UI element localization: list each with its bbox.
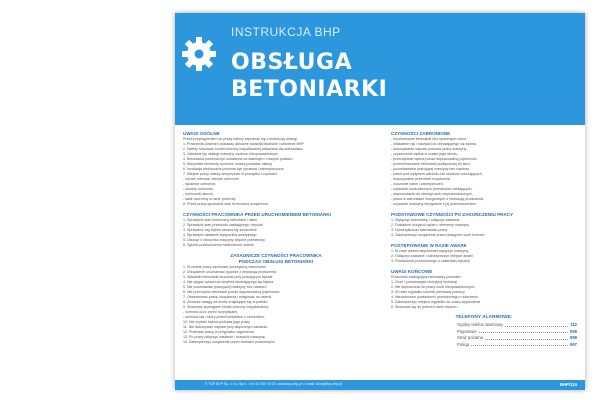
list-item: 3. Składniki mieszanki dozować przy pracującym bębnie xyxy=(183,275,273,279)
list-item: - dokonywanie napraw podczas pracy maszyny, xyxy=(391,147,468,151)
phone-number: 999 xyxy=(570,328,577,334)
list-item: 5. Wszystkie elementy ruchome muszą posiadać osłony xyxy=(183,162,273,166)
list-item: - wkładanie rąk i narzędzi do obracającego się bębna, xyxy=(391,142,477,146)
right-column xyxy=(391,131,577,348)
list-item: - przemieszczanie betoniarki podłączonej do sieci, xyxy=(391,162,471,166)
list-item: 6. Stosować się do poleceń osób nadzoru xyxy=(391,305,458,309)
footer-text: © TOP BHP Sp. z o.o. Sp.k. • tel. 61 000 00 00 • www.top-bhp.pl • e-mail: sklep@top-bhp.pl xyxy=(205,382,343,386)
item-list xyxy=(391,137,577,207)
list-item: 8. Zwracać uwagę na osoby znajdujące się w pobliżu xyxy=(183,300,268,304)
list-item: 11. Nie dokonywać napraw przy włączonym zasilaniu xyxy=(183,325,268,329)
phones-title: TELEFONY ALARMOWE: xyxy=(455,315,513,320)
phone-number: 998 xyxy=(570,335,577,340)
document-subtitle: INSTRUKCJA BHP xyxy=(231,25,341,39)
section-title: UWAGI KOŃCOWE xyxy=(391,269,433,274)
list-item: 5. Usunąć z otoczenia maszyny zbędne przedmioty xyxy=(183,238,265,242)
list-item: - ochrona rąk i skóry przed kontaktem z cementem, xyxy=(183,315,265,319)
list-item: - pozostawianie pracującej maszyny bez nadzoru, xyxy=(391,167,471,171)
list-item: - kask ochronny w razie potrzeby xyxy=(183,197,236,201)
list-item: 2. Sprawdzić stan przewodu zasilającego i wtyczki xyxy=(183,223,264,227)
list-item: 5. Zabezpieczyć miejsce wypadku do czasu wyjaśnienia xyxy=(391,300,481,304)
section-title: CZYNNOŚCI ZABRONIONE xyxy=(391,131,451,136)
document-code: BHP/124 xyxy=(560,382,577,387)
section-intro: Pracownik obsługujący betoniarkę powinien: xyxy=(391,275,462,279)
item-list xyxy=(183,137,369,207)
list-item: 3. Powiadomić przełożonego o zaistniałej sytuacji xyxy=(391,259,470,263)
list-item: - przeciążanie bębna ponad dopuszczalną pojemność, xyxy=(391,157,478,161)
dot-leader xyxy=(471,345,568,346)
section-after-work xyxy=(391,212,577,238)
list-item: 1. Wyłączyć betoniarkę i odłączyć zasilanie xyxy=(391,218,460,222)
list-item: 3. Zabrania się obsługi maszyny osobom nieupoważnionym xyxy=(183,152,278,156)
phone-label: Ogólny telefon alarmowy xyxy=(457,322,504,327)
dot-leader xyxy=(479,332,568,333)
list-item: 12. Przerwać pracę w przypadku zagrożenia xyxy=(183,330,254,334)
list-item: 1. Sprawdzić stan techniczny betoniarki i osłon xyxy=(183,218,258,222)
list-item: 3. Sprawdzić czy bęben obraca się swobodnie xyxy=(183,228,257,232)
list-item: 4. Betoniarka powinna być ustawiona na stabilnym i równym podłożu xyxy=(183,157,293,161)
list-item: 3. W razie wypadku udzielić pierwszej pomocy xyxy=(391,290,465,294)
list-item: 5. Nie pozostawiać pracującej maszyny bez nadzoru xyxy=(183,285,267,289)
list-item: - odzież robocza, obuwie ochronne xyxy=(183,177,239,181)
list-item: 1. W razie awarii natychmiast wyłączyć maszynę xyxy=(391,249,469,253)
phone-label: Policja xyxy=(457,341,470,347)
list-item: - dokonywanie przeróbek urządzenia, xyxy=(391,177,451,181)
list-item: 10. Nie czyścić bębna podczas jego pracy xyxy=(183,320,250,324)
list-item: 13. Po pracy odłączyć zasilanie i oczyścić maszynę xyxy=(183,335,265,339)
item-list xyxy=(183,218,369,248)
list-item: - używanie uszkodzonych przewodów zasilających, xyxy=(391,187,473,191)
list-item: - czyszczenie bębna w czasie jego obrotu, xyxy=(391,152,459,156)
dot-leader xyxy=(485,339,568,340)
section-emergency xyxy=(391,243,577,264)
section-title-line-1: ZASADNICZE CZYNNOŚCI PRACOWNIKA xyxy=(230,253,322,258)
instruction-sheet xyxy=(175,13,585,390)
section-before-start xyxy=(183,212,369,248)
list-item: 7. Obserwować pracę urządzenia i reagować na usterki xyxy=(183,295,272,299)
phone-label: Pogotowie xyxy=(457,328,477,334)
list-item: - praca pod wpływem alkoholu lub środków odurzających, xyxy=(391,172,483,176)
left-column xyxy=(183,131,369,350)
list-item: 6. Zgłosić przełożonemu stwierdzone usterki xyxy=(183,243,254,247)
item-list xyxy=(183,265,369,345)
list-item: - dopuszczanie do obsługi osób nieprzeszkolonych, xyxy=(391,192,473,196)
section-forbidden-actions xyxy=(391,131,577,207)
list-item: 1. W czasie pracy zachować szczególną ostrożność xyxy=(183,265,266,269)
title-line-2: BETONIARKI xyxy=(231,77,388,102)
document-title xyxy=(231,49,387,103)
list-item: 2. Należy stosować środki ochrony indywidualnej wskazane dla stanowiska xyxy=(183,147,303,151)
section-title: PODSTAWOWE CZYNNOŚCI PO ZAKOŃCZENIU PRACY xyxy=(391,212,514,217)
section-title: UWAGI OGÓLNE xyxy=(183,131,220,136)
list-item: 6. Instalacja elektryczna powinna być sprawna i zabezpieczona xyxy=(183,167,284,171)
header-banner xyxy=(175,13,585,125)
phone-number: 997 xyxy=(570,341,577,347)
gear-icon xyxy=(179,34,219,74)
list-item: 4. Nie sięgać rękami do wnętrza obracającego się bębna xyxy=(183,280,274,284)
list-item: 14. Zabezpieczyć urządzenie przed osobami postronnymi xyxy=(183,340,275,344)
section-title xyxy=(183,253,369,265)
title-line-1: OBSŁUGA xyxy=(231,50,353,75)
list-item: 8. Przed pracą sprawdzić stan techniczny urządzenia xyxy=(183,202,268,206)
section-during-operation xyxy=(183,253,369,345)
list-item: 7. Miejsce pracy należy utrzymywać w porządku i czystości xyxy=(183,172,278,176)
list-item: 4. Zabezpieczyć urządzenie przed dostępem osób trzecich xyxy=(391,233,485,237)
list-item: 2. Urządzenie uruchamiać zgodnie z instrukcją producenta xyxy=(183,270,277,274)
list-item: 3. Uporządkować stanowisko pracy xyxy=(391,228,448,232)
phone-row xyxy=(457,342,577,349)
section-title-line-2: PODCZAS OBSŁUGI BETONIARKI xyxy=(238,259,314,264)
list-item: - rękawice ochronne, xyxy=(183,182,217,186)
list-item: - używanie maszyny niezgodnie z jej przeznaczeniem xyxy=(391,202,477,206)
dot-leader xyxy=(505,326,568,327)
list-item: - okulary ochronne, xyxy=(183,187,214,191)
list-item: 4. Sprawdzić działanie wyłącznika awaryjnego xyxy=(183,233,257,237)
list-item: 9. Stosować wymagane środki ochrony indywidualnej: xyxy=(183,305,269,309)
footer-bar xyxy=(175,380,585,390)
phones-list xyxy=(391,322,577,348)
list-item: - usuwanie osłon i zabezpieczeń, xyxy=(391,182,444,186)
section-final-notes xyxy=(391,269,577,310)
item-list xyxy=(391,280,577,310)
list-item: 1. Pracownik powinien posiadać aktualne badania lekarskie i szkolenie BHP xyxy=(183,142,304,146)
list-item: - ochrona oczu przed rozpryskami, xyxy=(183,310,239,314)
list-item: 2. Dokładnie oczyścić bęben i elementy maszyny xyxy=(391,223,470,227)
item-list xyxy=(391,249,577,264)
list-item: 2. Odłączyć zasilanie i zabezpieczyć miejsce awarii xyxy=(391,254,473,258)
phone-number: 112 xyxy=(570,322,577,327)
section-title: POSTĘPOWANIE W RAZIE AWARII xyxy=(391,243,467,248)
section-title: CZYNNOŚCI PRACOWNIKA PRZED URUCHOMIENIEM BETONIARKI xyxy=(183,212,332,217)
section-general-notes xyxy=(183,131,369,207)
list-item: - praca w warunkach niezgodnych z instrukcją producenta, xyxy=(391,197,485,201)
content-columns xyxy=(175,125,585,380)
list-item: Przed przystąpieniem do pracy należy zapoznać się z instrukcją obsługi xyxy=(183,137,298,141)
item-list xyxy=(391,218,577,238)
list-item: - uruchamianie betoniarki bez sprawnych osłon, xyxy=(391,137,467,141)
phone-label: Straż pożarna xyxy=(457,335,484,340)
emergency-phones xyxy=(391,315,577,348)
list-item: 6. Nie przeciążać betoniarki ponad dopuszczalną pojemność xyxy=(183,290,280,294)
list-item: 2. Nie dopuszczać do pracy osób nieupoważnionych xyxy=(391,285,475,289)
list-item: 4. Niezwłocznie powiadomić przełożonego o zdarzeniu xyxy=(391,295,479,299)
list-item: 1. Znać i przestrzegać niniejszej instrukcji xyxy=(391,280,458,284)
list-item: - ochronniki słuchu, xyxy=(183,192,214,196)
